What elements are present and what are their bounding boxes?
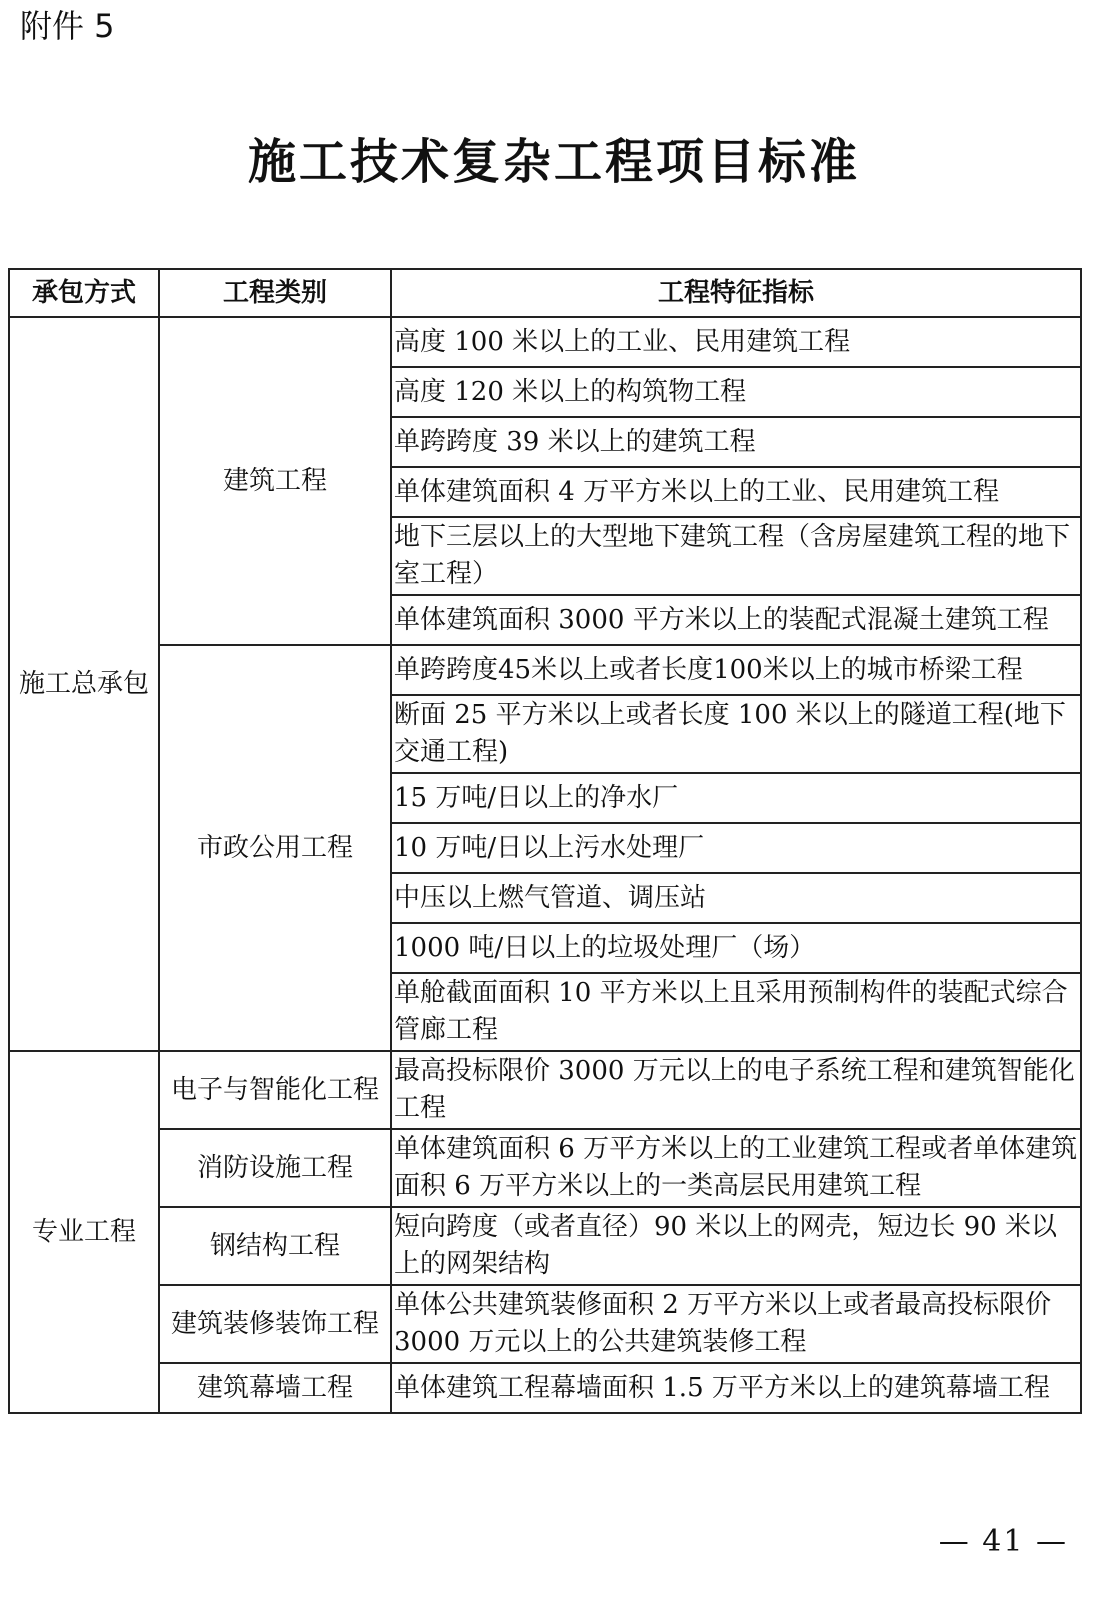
indicator-cell: 最高投标限价 3000 万元以上的电子系统工程和建筑智能化工程 — [391, 1051, 1081, 1129]
table-header-row — [9, 269, 1081, 317]
contract-mode-cell: 专业工程 — [9, 1051, 159, 1413]
contract-mode-cell: 施工总承包 — [9, 317, 159, 1051]
category-cell: 消防设施工程 — [159, 1129, 391, 1207]
table-row — [9, 645, 1081, 695]
indicator-cell: 断面 25 平方米以上或者长度 100 米以上的隧道工程(地下交通工程) — [391, 695, 1081, 773]
indicator-cell: 单体建筑面积 3000 平方米以上的装配式混凝土建筑工程 — [391, 595, 1081, 645]
category-cell: 建筑幕墙工程 — [159, 1363, 391, 1413]
indicator-cell: 高度 120 米以上的构筑物工程 — [391, 367, 1081, 417]
category-cell: 钢结构工程 — [159, 1207, 391, 1285]
table-row — [9, 1207, 1081, 1285]
category-cell: 建筑装修装饰工程 — [159, 1285, 391, 1363]
document-title: 施工技术复杂工程项目标准 — [247, 134, 860, 190]
indicator-cell: 单体建筑面积 4 万平方米以上的工业、民用建筑工程 — [391, 467, 1081, 517]
header-feature-indicators: 工程特征指标 — [391, 269, 1081, 317]
table-row — [9, 1129, 1081, 1207]
indicator-cell: 单体建筑工程幕墙面积 1.5 万平方米以上的建筑幕墙工程 — [391, 1363, 1081, 1413]
indicator-cell: 短向跨度（或者直径）90 米以上的网壳，短边长 90 米以上的网架结构 — [391, 1207, 1081, 1285]
indicator-cell: 单跨跨度45米以上或者长度100米以上的城市桥梁工程 — [391, 645, 1081, 695]
header-project-category: 工程类别 — [159, 269, 391, 317]
table-row — [9, 1363, 1081, 1413]
indicator-cell: 1000 吨/日以上的垃圾处理厂（场） — [391, 923, 1081, 973]
category-cell: 电子与智能化工程 — [159, 1051, 391, 1129]
indicator-cell: 10 万吨/日以上污水处理厂 — [391, 823, 1081, 873]
indicator-cell: 地下三层以上的大型地下建筑工程（含房屋建筑工程的地下室工程） — [391, 517, 1081, 595]
indicator-cell: 单体建筑面积 6 万平方米以上的工业建筑工程或者单体建筑面积 6 万平方米以上的一类高层民用建筑工程 — [391, 1129, 1081, 1207]
category-cell: 市政公用工程 — [159, 645, 391, 1051]
indicator-cell: 单体公共建筑装修面积 2 万平方米以上或者最高投标限价 3000 万元以上的公共建筑装修工程 — [391, 1285, 1081, 1363]
header-contract-mode: 承包方式 — [9, 269, 159, 317]
indicator-cell: 中压以上燃气管道、调压站 — [391, 873, 1081, 923]
indicator-cell: 单跨跨度 39 米以上的建筑工程 — [391, 417, 1081, 467]
table-row — [9, 317, 1081, 367]
table-row — [9, 1051, 1081, 1129]
category-cell: 建筑工程 — [159, 317, 391, 645]
indicator-cell: 15 万吨/日以上的净水厂 — [391, 773, 1081, 823]
table-row — [9, 1285, 1081, 1363]
standards-table — [8, 268, 1082, 1414]
page-number: — 41 — — [938, 1524, 1068, 1559]
attachment-label: 附件 5 — [20, 7, 115, 45]
indicator-cell: 高度 100 米以上的工业、民用建筑工程 — [391, 317, 1081, 367]
indicator-cell: 单舱截面面积 10 平方米以上且采用预制构件的装配式综合管廊工程 — [391, 973, 1081, 1051]
